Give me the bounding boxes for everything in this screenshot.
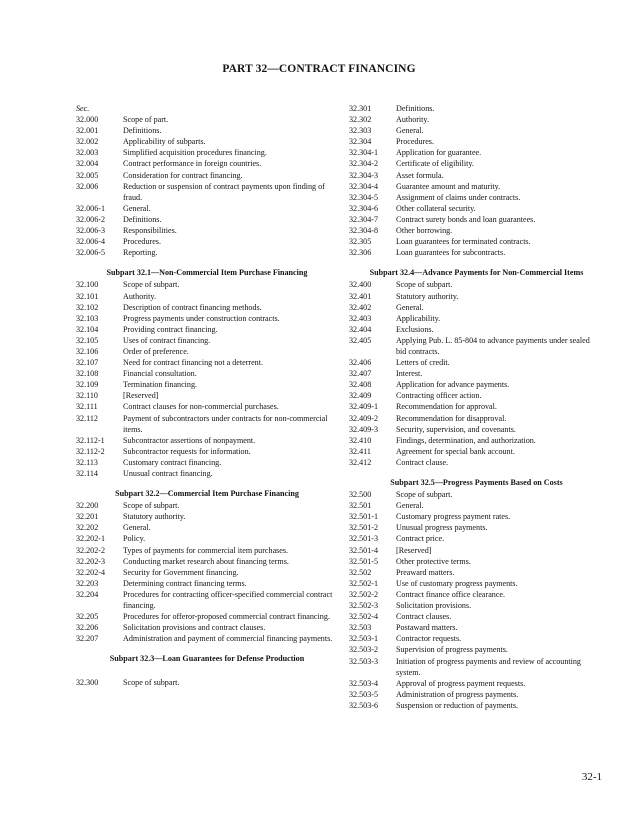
section-entry <box>76 413 338 435</box>
section-number: 32.502 <box>349 567 372 577</box>
section-entry <box>349 413 604 424</box>
section-title: Uses of contract financing. <box>123 335 211 345</box>
section-number: 32.200 <box>76 501 99 511</box>
section-number: 32.111 <box>76 402 98 412</box>
section-title: Application for advance payments. <box>396 380 510 390</box>
section-title: Contract surety bonds and loan guarantees. <box>396 214 536 224</box>
subpart-1-list <box>76 279 338 479</box>
section-entry <box>349 390 604 401</box>
section-entry <box>76 578 338 589</box>
section-number: 32.502-2 <box>349 589 378 599</box>
section-entry <box>76 214 338 225</box>
section-number: 32.107 <box>76 358 99 368</box>
section-entry <box>76 622 338 633</box>
section-number: 32.409 <box>349 391 372 401</box>
section-entry <box>76 500 338 511</box>
section-title: Security for Government financing. <box>123 567 239 577</box>
section-title: Reporting. <box>123 248 158 258</box>
section-entry <box>76 611 338 622</box>
section-entry <box>349 511 604 522</box>
subpart-heading: Subpart 32.5—Progress Payments Based on Costs <box>390 478 563 487</box>
section-title: Recommendation for disapproval. <box>396 413 507 423</box>
section-title: Security, supervision, and covenants. <box>396 424 516 434</box>
section-number: 32.202-2 <box>76 545 105 555</box>
section-entry <box>349 700 604 711</box>
section-number: 32.503-1 <box>349 634 378 644</box>
section-entry <box>76 147 338 158</box>
section-title: Determining contract financing terms. <box>123 578 247 588</box>
section-title: Procedures. <box>396 137 434 147</box>
section-title: Scope of subpart. <box>396 280 453 290</box>
section-entry <box>349 279 604 290</box>
section-entry <box>349 357 604 368</box>
section-entry <box>349 446 604 457</box>
section-number: 32.304-4 <box>349 181 378 191</box>
section-number: 32.100 <box>76 280 99 290</box>
section-number: 32.006-4 <box>76 237 105 247</box>
section-number: 32.206 <box>76 623 99 633</box>
section-title: Need for contract financing not a deterrent. <box>123 358 264 368</box>
section-title: Postaward matters. <box>396 623 458 633</box>
section-number: 32.304 <box>349 137 372 147</box>
subpart-heading: Subpart 32.2—Commercial Item Purchase Financing <box>115 489 299 499</box>
section-entry <box>349 644 604 655</box>
section-number: 32.204 <box>76 589 99 599</box>
section-title: Contracting officer action. <box>396 391 482 401</box>
section-entry <box>76 545 338 556</box>
section-number: 32.103 <box>76 313 99 323</box>
section-number: 32.302 <box>349 115 372 125</box>
section-number: 32.410 <box>349 435 372 445</box>
section-entry <box>76 170 338 181</box>
section-title: Statutory authority. <box>396 291 459 301</box>
section-title: Other collateral security. <box>396 203 476 213</box>
section-number: 32.304-3 <box>349 170 378 180</box>
section-entry <box>349 324 604 335</box>
section-number: 32.113 <box>76 457 98 467</box>
section-entry <box>349 302 604 313</box>
section-entry <box>76 357 338 368</box>
section-number: 32.409-2 <box>349 413 378 423</box>
section-number: 32.402 <box>349 302 372 312</box>
section-entry <box>349 181 604 192</box>
section-title: General. <box>123 203 151 213</box>
section-entry <box>349 214 604 225</box>
section-entry <box>349 424 604 435</box>
section-title: Contract clauses. <box>396 612 452 622</box>
section-entry <box>349 147 604 158</box>
section-title: Responsibilities. <box>123 226 177 236</box>
section-number: 32.102 <box>76 302 99 312</box>
section-number: 32.202-4 <box>76 567 105 577</box>
section-number: 32.501-3 <box>349 534 378 544</box>
section-entry <box>76 236 338 247</box>
section-number: 32.207 <box>76 634 99 644</box>
section-entry <box>349 247 604 258</box>
section-number: 32.301 <box>349 104 372 113</box>
section-entry <box>349 578 604 589</box>
section-number: 32.203 <box>76 578 99 588</box>
section-title: Customary progress payment rates. <box>396 512 511 522</box>
section-title: Financial consultation. <box>123 369 197 379</box>
section-entry <box>349 567 604 578</box>
section-title: Statutory authority. <box>123 512 186 522</box>
section-title: Administration and payment of commercial financing payments. <box>123 634 333 644</box>
section-number: 32.003 <box>76 148 99 158</box>
section-entry <box>76 302 338 313</box>
section-number: 32.405 <box>349 335 372 345</box>
section-title: Scope of subpart. <box>396 490 453 500</box>
section-entry <box>349 236 604 247</box>
section-number: 32.501-1 <box>349 512 378 522</box>
section-title: Scope of subpart. <box>123 280 180 290</box>
section-title: Loan guarantees for subcontracts. <box>396 248 506 258</box>
section-number: 32.304-1 <box>349 148 378 158</box>
subpart-heading: Subpart 32.4—Advance Payments for Non-Commercial Items <box>369 268 584 278</box>
right-column <box>349 103 604 711</box>
section-number: 32.006 <box>76 181 99 191</box>
section-title: Definitions. <box>123 126 162 136</box>
section-entry <box>76 203 338 214</box>
section-number: 32.304-8 <box>349 226 378 236</box>
section-title: Preaward matters. <box>396 567 455 577</box>
section-entry <box>349 192 604 203</box>
section-title: Progress payments under construction contracts. <box>123 313 280 323</box>
section-entry <box>349 114 604 125</box>
section-number: 32.406 <box>349 358 372 368</box>
section-number: 32.112 <box>76 413 98 423</box>
section-number: 32.304-5 <box>349 192 378 202</box>
section-number: 32.501-4 <box>349 545 378 555</box>
section-entry <box>349 435 604 446</box>
section-title: [Reserved] <box>396 545 432 555</box>
section-title: Order of preference. <box>123 346 189 356</box>
section-title: Types of payments for commercial item purchases. <box>123 545 289 555</box>
subpart-3-list <box>76 677 338 688</box>
section-entry <box>76 446 338 457</box>
section-number: 32.304-6 <box>349 203 378 213</box>
section-entry <box>76 158 338 169</box>
section-entry <box>76 125 338 136</box>
section-number: 32.112-1 <box>76 435 105 445</box>
section-entry <box>76 457 338 468</box>
page-number: 32-1 <box>581 771 602 783</box>
section-title: Letters of credit. <box>396 358 450 368</box>
section-number: 32.501 <box>349 501 372 511</box>
section-title: Findings, determination, and authorization. <box>396 435 536 445</box>
section-number: 32.002 <box>76 137 99 147</box>
section-title: Procedures for contracting officer-specified commercial contract financing. <box>123 589 333 611</box>
section-number: 32.409-1 <box>349 402 378 412</box>
section-title: Providing contract financing. <box>123 324 218 334</box>
section-entry <box>76 368 338 379</box>
section-number: 32.101 <box>76 291 99 301</box>
section-entry <box>76 677 338 688</box>
section-entry <box>76 522 338 533</box>
section-title: Description of contract financing methods. <box>123 302 262 312</box>
section-number: 32.502-3 <box>349 601 378 611</box>
section-number: 32.502-1 <box>349 578 378 588</box>
section-entry <box>76 533 338 544</box>
section-number: 32.202-3 <box>76 556 105 566</box>
section-entry <box>76 136 338 147</box>
section-entry <box>349 533 604 544</box>
section-title: Contract finance office clearance. <box>396 589 506 599</box>
page-title: PART 32—CONTRACT FINANCING <box>222 63 416 75</box>
subpart-heading: Subpart 32.3—Loan Guarantees for Defense Production <box>109 654 305 664</box>
subpart-2-list <box>76 500 338 644</box>
section-entry <box>76 346 338 357</box>
section-entry <box>349 489 604 500</box>
section-title: Suspension or reduction of payments. <box>396 700 519 710</box>
section-entry <box>76 335 338 346</box>
section-number: 32.108 <box>76 369 99 379</box>
section-title: Loan guarantees for terminated contracts. <box>396 237 531 247</box>
section-title: Contractor requests. <box>396 634 462 644</box>
section-entry <box>349 313 604 324</box>
section-entry <box>349 158 604 169</box>
section-title: Agreement for special bank account. <box>396 446 515 456</box>
section-number: 32.501-2 <box>349 523 378 533</box>
section-title: Consideration for contract financing. <box>123 170 243 180</box>
section-title: Authority. <box>123 291 156 301</box>
section-entry <box>349 622 604 633</box>
section-title: Scope of subpart. <box>123 677 180 687</box>
section-number: 32.503 <box>349 623 372 633</box>
section-entry <box>349 522 604 533</box>
section-title: Use of customary progress payments. <box>396 578 518 588</box>
section-number: 32.303 <box>349 126 372 136</box>
section-title: Interest. <box>396 369 423 379</box>
section-entry <box>349 457 604 468</box>
section-entry <box>76 324 338 335</box>
section-title: Asset formula. <box>396 170 444 180</box>
section-title: Customary contract financing. <box>123 457 222 467</box>
section-title: Applicability. <box>396 313 441 323</box>
section-number: 32.401 <box>349 291 372 301</box>
section-entry <box>349 500 604 511</box>
section-title: Procedures. <box>123 237 161 247</box>
section-entry <box>76 567 338 578</box>
section-entry <box>76 390 338 401</box>
section-number: 32.500 <box>349 490 372 500</box>
section-title: Definitions. <box>396 104 435 113</box>
section-number: 32.004 <box>76 159 99 169</box>
section-title: Contract price. <box>396 534 445 544</box>
section-entry <box>349 600 604 611</box>
section-number: 32.006-3 <box>76 226 105 236</box>
section-number: 32.202 <box>76 523 99 533</box>
section-entry <box>76 401 338 412</box>
left-column <box>76 103 338 688</box>
section-number: 32.106 <box>76 346 99 356</box>
section-title: General. <box>396 126 424 136</box>
section-entry <box>349 656 604 678</box>
section-number: 32.503-3 <box>349 656 378 666</box>
section-title: Guarantee amount and maturity. <box>396 181 501 191</box>
section-number: 32.412 <box>349 457 372 467</box>
subpart-5-list <box>349 489 604 711</box>
section-title: Scope of part. <box>123 115 169 125</box>
section-entry <box>76 589 338 611</box>
section-entry <box>349 225 604 236</box>
section-number: 32.400 <box>349 280 372 290</box>
section-number: 32.202-1 <box>76 534 105 544</box>
subpart-3-continued-list <box>349 103 604 258</box>
section-number: 32.110 <box>76 391 98 401</box>
section-entry <box>349 611 604 622</box>
section-title: Exclusions. <box>396 324 434 334</box>
section-entry <box>349 368 604 379</box>
section-title: Termination financing. <box>123 380 198 390</box>
section-title: Certificate of eligibility. <box>396 159 474 169</box>
section-title: Supervision of progress payments. <box>396 645 508 655</box>
section-number: 32.006-1 <box>76 203 105 213</box>
section-entry <box>76 633 338 644</box>
section-number: 32.001 <box>76 126 99 136</box>
section-entry <box>349 291 604 302</box>
section-entry <box>76 468 338 479</box>
section-entry <box>349 335 604 357</box>
section-title: General. <box>396 302 424 312</box>
section-number: 32.304-7 <box>349 214 378 224</box>
section-entry <box>349 689 604 700</box>
section-number: 32.407 <box>349 369 372 379</box>
section-entry <box>349 203 604 214</box>
section-entry <box>76 379 338 390</box>
section-title: Reduction or suspension of contract payments upon finding of fraud. <box>123 181 325 202</box>
section-number: 32.304-2 <box>349 159 378 169</box>
section-number: 32.104 <box>76 324 99 334</box>
section-entry <box>349 379 604 390</box>
section-number: 32.305 <box>349 237 372 247</box>
section-number: 32.404 <box>349 324 372 334</box>
section-title: Definitions. <box>123 214 162 224</box>
section-title: Subcontractor assertions of nonpayment. <box>123 435 256 445</box>
section-entry <box>349 633 604 644</box>
section-number: 32.201 <box>76 512 99 522</box>
section-number: 32.306 <box>349 248 372 258</box>
section-title: Subcontractor requests for information. <box>123 446 251 456</box>
section-entry <box>349 136 604 147</box>
section-number: 32.408 <box>349 380 372 390</box>
section-number: 32.000 <box>76 115 99 125</box>
section-entry <box>76 279 338 290</box>
section-entry <box>76 114 338 125</box>
section-entry <box>349 125 604 136</box>
section-title: Contract performance in foreign countries. <box>123 159 262 169</box>
section-entry <box>349 678 604 689</box>
section-title: Payment of subcontractors under contracts for non-commercial items. <box>123 413 328 434</box>
section-title: [Reserved] <box>123 391 159 401</box>
sec-label: Sec. <box>76 104 90 113</box>
section-number: 32.105 <box>76 335 99 345</box>
section-title: Authority. <box>396 115 429 125</box>
section-entry <box>76 247 338 258</box>
section-title: Other protective terms. <box>396 556 471 566</box>
section-number: 32.409-3 <box>349 424 378 434</box>
section-title: Conducting market research about financing terms. <box>123 556 289 566</box>
section-number: 32.114 <box>76 469 98 478</box>
section-title: Contract clauses for non-commercial purchases. <box>123 402 279 412</box>
section-entry <box>349 170 604 181</box>
section-number: 32.112-2 <box>76 446 105 456</box>
section-title: Recommendation for approval. <box>396 402 497 412</box>
section-number: 32.403 <box>349 313 372 323</box>
section-title: Approval of progress payment requests. <box>396 678 526 688</box>
section-number: 32.503-4 <box>349 678 378 688</box>
section-title: Solicitation provisions. <box>396 601 472 611</box>
section-title: Scope of subpart. <box>123 501 180 511</box>
section-number: 32.109 <box>76 380 99 390</box>
section-title: General. <box>123 523 151 533</box>
section-number: 32.411 <box>349 446 371 456</box>
section-entry <box>349 556 604 567</box>
subpart-heading: Subpart 32.1—Non-Commercial Item Purchase Financing <box>106 268 308 278</box>
section-title: Administration of progress payments. <box>396 689 519 699</box>
section-title: Solicitation provisions and contract clauses. <box>123 623 266 633</box>
section-number: 32.503-2 <box>349 645 378 655</box>
section-number: 32.501-5 <box>349 556 378 566</box>
section-entry <box>76 181 338 203</box>
section-title: Application for guarantee. <box>396 148 482 158</box>
section-title: Assignment of claims under contracts. <box>396 192 521 202</box>
section-title: Policy. <box>123 534 146 544</box>
section-number: 32.006-5 <box>76 248 105 258</box>
subpart-4-list <box>349 279 604 468</box>
section-entry <box>349 545 604 556</box>
section-entry <box>349 589 604 600</box>
section-title: Applicability of subparts. <box>123 137 206 147</box>
section-entry <box>349 401 604 412</box>
section-title: Applying Pub. L. 85-804 to advance payments under sealed bid contracts. <box>396 335 590 356</box>
section-title: Other borrowing. <box>396 226 453 236</box>
section-number: 32.502-4 <box>349 612 378 622</box>
section-title: Procedures for offeror-proposed commercial contract financing. <box>123 612 330 622</box>
section-entry <box>349 103 604 114</box>
section-title: Initiation of progress payments and review of accounting system. <box>396 656 581 677</box>
section-number: 32.006-2 <box>76 214 105 224</box>
section-number: 32.005 <box>76 170 99 180</box>
section-title: Simplified acquisition procedures financing. <box>123 148 267 158</box>
section-title: Contract clause. <box>396 457 449 467</box>
section-title: Unusual contract financing. <box>123 469 213 478</box>
section-number: 32.503-6 <box>349 700 378 710</box>
intro-list <box>76 114 338 258</box>
section-number: 32.503-5 <box>349 689 378 699</box>
section-title: Unusual progress payments. <box>396 523 488 533</box>
section-entry <box>76 225 338 236</box>
section-entry <box>76 435 338 446</box>
section-entry <box>76 511 338 522</box>
section-number: 32.205 <box>76 612 99 622</box>
section-entry <box>76 291 338 302</box>
section-entry <box>76 556 338 567</box>
section-number: 32.300 <box>76 677 99 687</box>
section-entry <box>76 313 338 324</box>
section-title: General. <box>396 501 424 511</box>
